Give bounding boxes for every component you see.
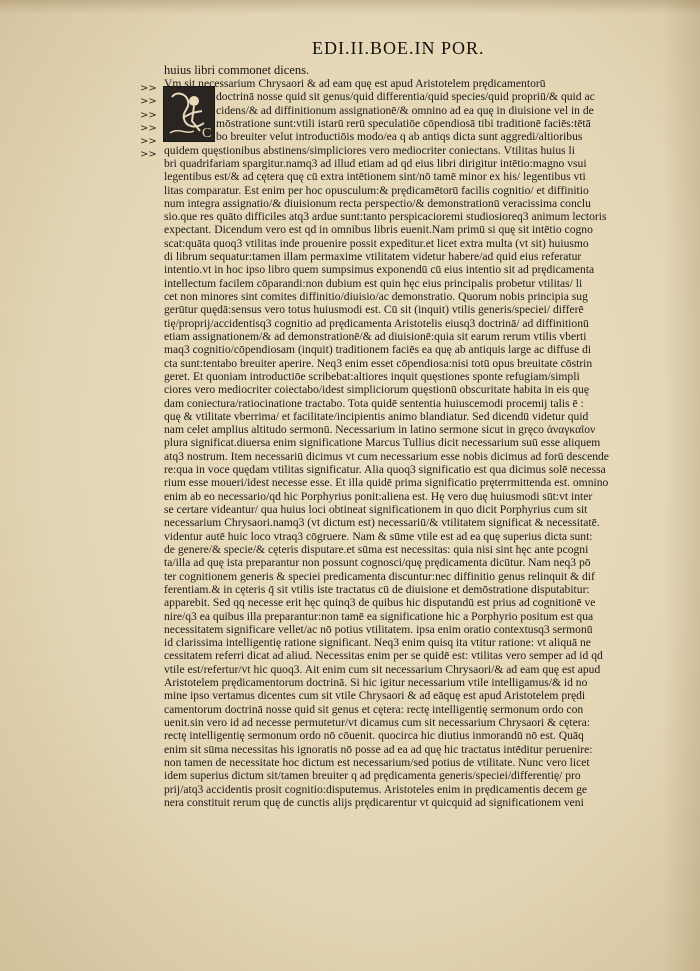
margin-mark: >> (140, 149, 157, 161)
text-line: bri quadrifariam spargitur.namq3 ad illud etiam ad qd eius libri dirigitur intētio:magno vsui (164, 156, 587, 170)
text-line: mōstratione sunt:vtili istarū rerū speculatiōe cōpendiosā tibi traditionē faciēs:tētā (216, 116, 591, 130)
margin-mark: >> (140, 96, 157, 108)
text-line: apparebit. Sed qq necesse erit hęc quinq3 de quibus hic disputandū est prius ad cognitionē ve (164, 596, 596, 610)
text-line: nam celet amplius altitudo sermonū. Necessarium in latino sermone sicut in gręco ἀναγκαῖον (164, 423, 596, 437)
text-line: bo breuiter velut introductiōis modo/ea q ab antiqs dicta sunt aggredi/altioribus (216, 130, 583, 144)
text-line: enim sit sūma necessitas his ignoratis nō posse ad ea ad quę hic tractatus intēditur peruenire: (164, 742, 593, 756)
text-line: ter cognitionem generis & speciei predicamenta discuntur:nec diffinitio genus relinquit & dif (164, 569, 595, 583)
text-line: rium esse moueri/idest necesse esse. Et illa quidē prima significatio pręterrmittenda est. omnino (164, 476, 609, 490)
text-line: dam coniectura/ratiocinatione tractabo. Tota quidē sententia huiuscemodi procemij talis ē : (164, 396, 584, 410)
text-line: necessitatem significare vellet/ac nō potius vtilitatem. ipsa enim oratio contextusq3 sermonū (164, 622, 593, 636)
text-line: ferentiam.& in cęteris q̄ sit vtilis iste tractatus cū de diuisione et demōstratione disputabitur: (164, 582, 590, 596)
text-line: sio.que res quāto difficiles atq3 ardue sunt:tanto perspicacioremi studiosioreq3 animum lectoris (164, 210, 607, 224)
text-line: geret. Et quoniam introductiōe scribebat:altiores inquit quęstiones sponte refugiam/simpli (164, 369, 580, 383)
text-line: mine ipso vertamus dicentes cum sit vtile Chrysaori & ad eāquę est apud Aristotelem prędi (164, 689, 586, 703)
margin-marks (140, 82, 157, 162)
text-line: enim ab eo necessario/qd hic Porphyrius ponit:aliena est. Hę vero duę huiusmodi sūt:vt inter (164, 489, 593, 503)
text-line: de genere/& specie/& cęteris disputare.et sūma est necessitas: quia nisi sint hęc ante pcogni (164, 542, 589, 556)
text-line: videntur autē huic loco vtraq3 cōgruere. Nam & sūme vtile est ad ea quę superius dicta sunt: (164, 529, 593, 543)
text-line: di librum sequatur:tamen illam permaxime vtilitatem videtur habere/ad quid eius referatur (164, 250, 582, 264)
text-line: maq3 cognitio/cōpendiosam (inquit) traditionem faciēs ea quę ab antiquis large ac diffuse di (164, 343, 592, 357)
running-header: EDI.II.BOE.IN POR. (312, 38, 485, 58)
text-line: legentibus est/& ad cętera quę cū extra intētionem sint/nō tamē minor ex his/ legentibus vti (164, 170, 586, 184)
intro-line: huius libri commonet dicens. (164, 63, 310, 77)
text-line: rectę intelligentię sermonum ordo nō cōuenit. quocirca hic diutius inmorandū nō est. Quāq (164, 729, 584, 743)
text-line: idem superius dictum sit/tamen breuiter q ad prędicamenta generis/speciei/differentię/ pro (164, 769, 581, 783)
text-line: Vm sit necessarium Chrysaori & ad eam quę est apud Aristotelem prędicamentorū (164, 77, 546, 90)
text-line: vtile est/refertur/vt hic quoq3. Ait enim cum sit necessarium Chrysaori/& ad eam quę est apud (164, 662, 601, 676)
text-line: re:qua in voce quędam vtilitas significatur. Alia quoq3 significatio est qua dicimus solē necessa (164, 463, 606, 477)
text-line: quidem quęstionibus abstinens/simpliciores vero mediocriter coniectans. Vtilitas huius li (164, 143, 575, 157)
text-line: quę & vtilitate vberrima/ et facilitate/incipientis animo blandiatur. Sed dicendū videtur quid (164, 409, 589, 423)
text-line: expectant. Dicendum vero est qd in omnibus libris euenit.Nam primū si quę sit intētio cogno (164, 223, 593, 237)
margin-mark: >> (140, 136, 157, 148)
text-line: gerūtur quędā:sensus vero totus huiusmodi est. Cū sit (inquit) vtilis generis/speciei/ differē (164, 303, 584, 317)
text-line: nire/q3 ea quibus illa preparantur:non tamē ea significatione hic a Porphyrio positum est qua (164, 609, 594, 623)
text-line: se certare videantur/ qua huius loci obtineat significationem in quo dicit Porphyrius cum sit (164, 503, 588, 516)
text-line: ta/illa ad quę ista preparantur non possunt cognosci/quę prędicamenta dicūtur. Nam neq3 pō (164, 556, 591, 570)
text-line: non tamen de necessitate hoc dictum est necessarium/sed potius de vtilitate. Nunc vero licet (164, 755, 590, 769)
margin-mark: >> (140, 122, 157, 134)
text-line: necessarium Chrysaori.namq3 (vt dictum est) necessariū/& vtilitatem significat & necessitatē. (164, 516, 600, 530)
text-line: atq3 nostrum. Item necessariū dicimus vt cum necessarium esse nobis dicimus ad forū descende (164, 449, 609, 463)
text-line: id clarissima intelligentię ratione significant. Neq3 enim quisq ita vtitur ratione: vt aliquā ne (164, 636, 591, 650)
text-line: uenit.sin vero id ad necesse permutetur/vt dicamus cum sit necessarium Chrysaori & cętera: (164, 716, 590, 729)
margin-mark: >> (140, 109, 157, 121)
text-line: plura significat.diuersa enim significatione Marcus Tullius dicit necessarium suū esse aliquem (164, 436, 601, 450)
text-line: cta sunt:tentabo breuiter aperire. Neq3 enim esset cōpendiosa:nisi totū opus breuitate cōstrin (164, 356, 593, 370)
text-line: cet non minores sint comites diffinitio/diuisio/ac demonstratio. Quorum nobis principia sug (164, 290, 588, 303)
text-line: tię/proprij/accidentisq3 cognitio ad prędicamenta Aristotelis eiusq3 doctrinā/ ad diffinitionū (164, 316, 589, 330)
text-line: cessitatem referri dicat ad aliud. Necessitas enim per se quidē est: vtilitas vero semper ad id qd (164, 649, 603, 663)
text-line: Aristotelem prędicamentorum doctrinā. Si hic igitur necessarium vtile intelligamus/& id no (164, 676, 588, 690)
text-line: doctrinā nosse quid sit genus/quid differentia/quid species/quid propriū/& quid ac (216, 90, 595, 104)
text-line: cidens/& ad diffinitionum assignationē/& omnino ad ea quę in diuisione vel in de (216, 103, 594, 117)
text-line: etiam assignationem/& ad demonstrationē/& ad diuisionē:quia sit earum rerum vtilis vberti (164, 329, 587, 343)
text-line: litas comparatur. Est enim per hoc opusculum:& prędicamētorū facilis cognitio/ et diffinitio (164, 183, 589, 197)
text-line: nera constituit rerum quę de cunctis alijs prędicarentur vt quicquid ad significationem veni (164, 795, 584, 809)
text-line: intentio.vt in hoc ipso libro quem sumpsimus exponendū cū eius intentio sit ad prędicamenta (164, 263, 595, 277)
text-line: prij/atq3 accidentis prosit cognitio:disputemus. Aristoteles enim in prędicamentis decem ge (164, 782, 588, 796)
initial-letter: C (202, 126, 212, 141)
page-gutter-shadow (662, 0, 700, 971)
text-line: num integra assignatio/& diuisionum recta perspectio/& demonstrationū veracissima conclu (164, 196, 591, 210)
text-line: scat:quāta quoq3 vtilitas inde prouenire possit expeditur.et licet extra multa (vt sit) huiusmo (164, 236, 589, 250)
text-line: camentorum doctrinā nosse quid sit genus et cętera: rectę intelligentię sermonum ordo con (164, 702, 584, 716)
body-text (164, 77, 654, 809)
page-top-shadow (0, 0, 700, 14)
margin-mark: >> (140, 83, 157, 94)
text-line: intellectum facilem cōparandi:non dubium est quin hęc eius principalis probetur vtilitas/ li (164, 276, 583, 290)
text-line: ciores vero mediocriter coiectabo/idest simpliciorum quęstionū obscuritate habita in eis quę (164, 383, 589, 397)
